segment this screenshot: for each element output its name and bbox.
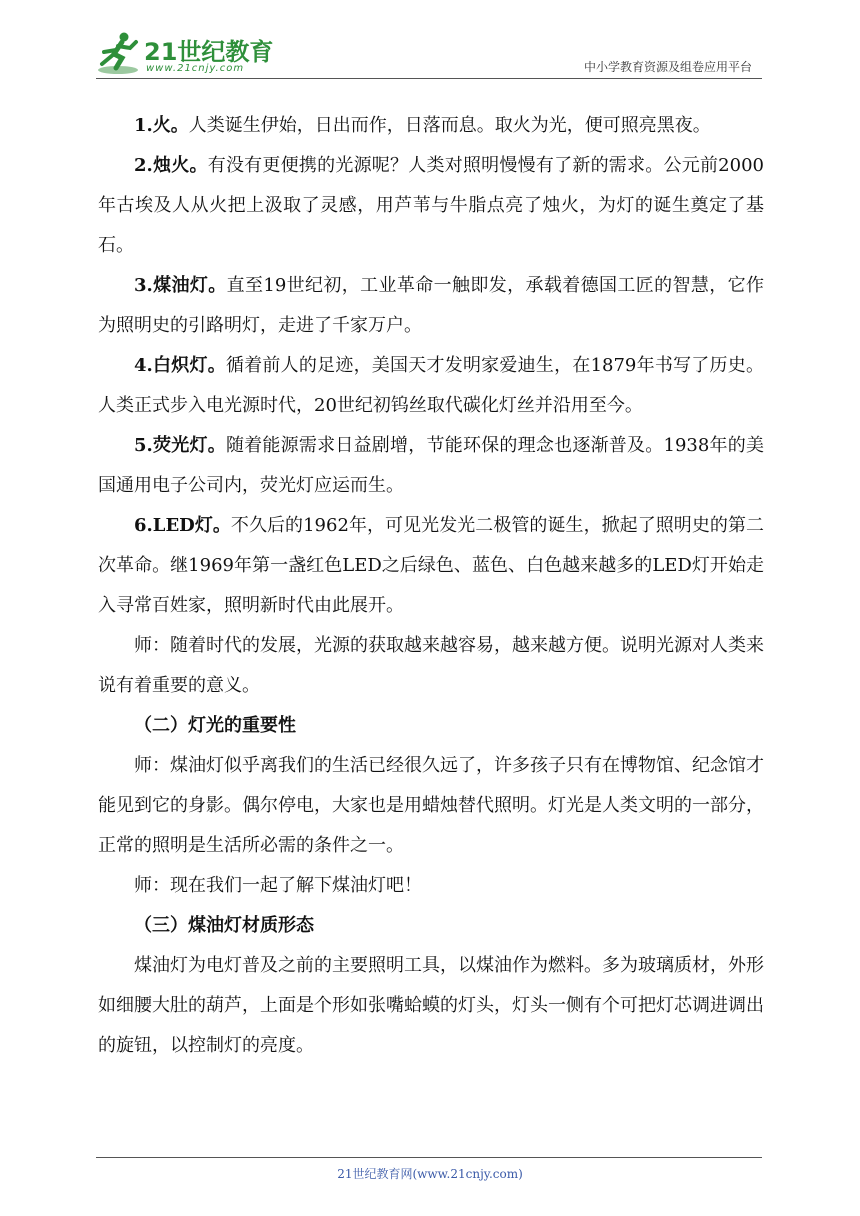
page-header <box>0 0 860 90</box>
paragraph-material: 煤油灯为电灯普及之前的主要照明工具，以煤油作为燃料。多为玻璃质材，外形如细腰大肚的葫芦，上面是个形如张嘴蛤蟆的灯头，灯头一侧有个可把灯芯调进调出的旋钮，以控制灯的亮度。 <box>98 955 764 1056</box>
item-title-incandescent: 4.白炽灯。 <box>134 355 226 376</box>
page-footer: 21世纪教育网(www.21cnjy.com) <box>337 1167 523 1181</box>
item-text-kerosene-lamp: 直至19世纪初，工业革命一触即发，承载着德国工匠的智慧，它作为照明史的引路明灯，走进了千家万户。 <box>98 275 764 336</box>
paragraph-importance: 师：煤油灯似乎离我们的生活已经很久远了，许多孩子只有在博物馆、纪念馆才能见到它的身影。偶尔停电，大家也是用蜡烛替代照明。灯光是人类文明的一部分，正常的照明是生活所必需的条件之一。 <box>98 755 764 856</box>
site-logo[interactable] <box>96 30 274 80</box>
item-text-incandescent: 循着前人的足迹，美国天才发明家爱迪生，在1879年书写了历史。人类正式步入电光源时代，20世纪初钨丝取代碳化灯丝并沿用至今。 <box>98 355 764 416</box>
logo-url: www.21cnjy.com <box>146 63 245 74</box>
header-divider <box>96 78 762 79</box>
paragraph-incandescent <box>98 346 764 426</box>
item-title-candle: 2.烛火。 <box>134 155 208 176</box>
footer-divider <box>96 1157 762 1158</box>
section-heading-importance: （二）灯光的重要性 <box>134 715 296 736</box>
paragraph-fire <box>98 106 764 146</box>
header-tagline: 中小学教育资源及组卷应用平台 <box>583 60 752 74</box>
paragraph-teacher-summary: 师：随着时代的发展，光源的获取越来越容易，越来越方便。说明光源对人类来说有着重要的意义。 <box>98 635 764 696</box>
item-title-kerosene-lamp: 3.煤油灯。 <box>134 275 227 296</box>
paragraph-led <box>98 506 764 626</box>
document-body <box>98 106 764 1066</box>
item-title-fire: 1.火。 <box>134 115 189 136</box>
item-title-fluorescent: 5.荧光灯。 <box>134 435 226 456</box>
item-text-candle: 有没有更便携的光源呢？人类对照明慢慢有了新的需求。公元前2000年古埃及人从火把上汲取了灵感，用芦苇与牛脂点亮了烛火，为灯的诞生奠定了基石。 <box>98 155 764 256</box>
item-text-led: 不久后的1962年，可见光发光二极管的诞生，掀起了照明史的第二次革命。继1969年第一盏红色LED之后绿色、蓝色、白色越来越多的LED灯开始走入寻常百姓家，照明新时代由此展开。 <box>98 515 764 616</box>
logo-text: 21世纪教育 <box>144 38 274 66</box>
paragraph-kerosene-lamp <box>98 266 764 346</box>
item-text-fluorescent: 随着能源需求日益剧增，节能环保的理念也逐渐普及。1938年的美国通用电子公司内，荧光灯应运而生。 <box>98 435 764 496</box>
item-text-fire: 人类诞生伊始，日出而作，日落而息。取火为光，便可照亮黑夜。 <box>188 115 711 136</box>
paragraph-teacher-intro: 师：现在我们一起了解下煤油灯吧！ <box>134 875 422 896</box>
item-title-led: 6.LED灯。 <box>134 515 231 536</box>
section-heading-material: （三）煤油灯材质形态 <box>134 915 314 936</box>
paragraph-candle <box>98 146 764 266</box>
paragraph-fluorescent <box>98 426 764 506</box>
runner-logo-icon <box>96 30 144 78</box>
